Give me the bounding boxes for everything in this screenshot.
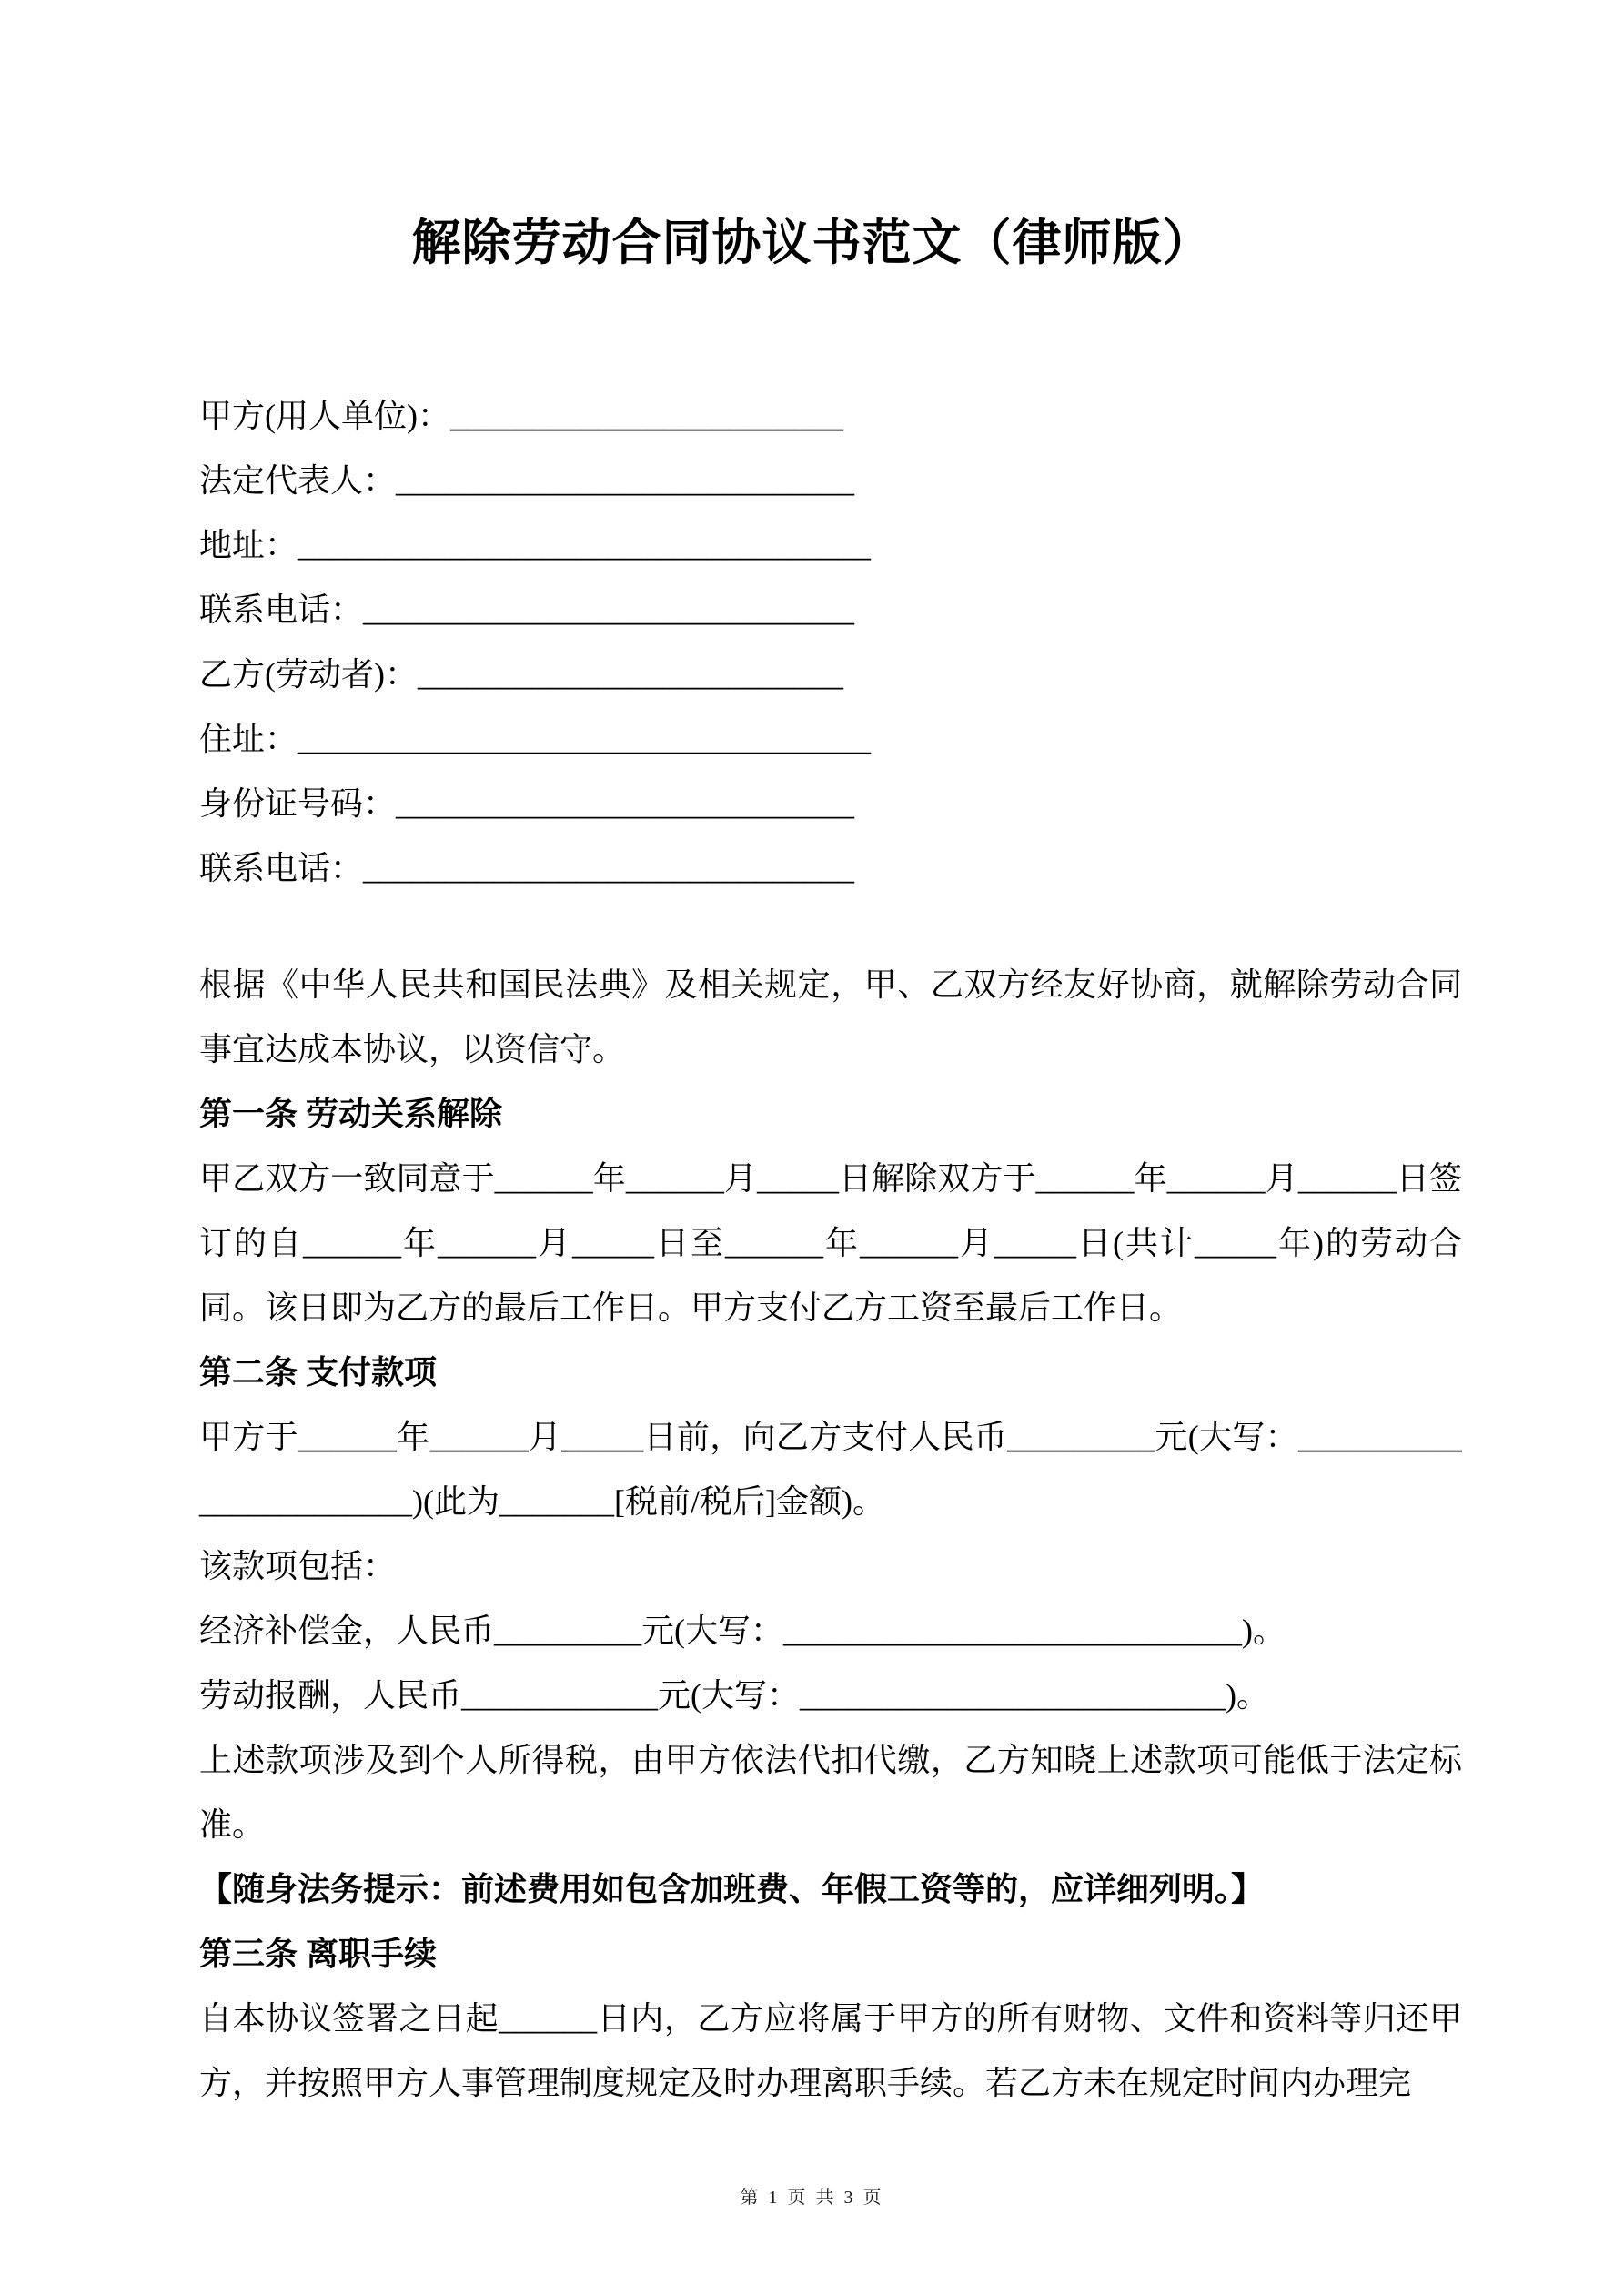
form-field-blank: ___________________________________ (298, 527, 872, 563)
form-field-label: 联系电话： (199, 850, 364, 886)
form-field-label: 身份证号码： (199, 785, 397, 822)
body-paragraph (199, 1147, 1462, 1340)
paragraph-text: 经济补偿金，人民币_________元(大写：____________________________)。 (199, 1613, 1286, 1649)
paragraph-text: 甲方于______年______月_____日前，向乙方支付人民币_________元(大写：_______________________)(此为_______[税前/税后]金额)。 (199, 1419, 1462, 1520)
body-paragraph (199, 1987, 1462, 2116)
body-paragraph (199, 1534, 1462, 1599)
body-paragraph (199, 1599, 1462, 1664)
form-field-label: 法定代表人： (199, 462, 397, 499)
page-footer (0, 2182, 1624, 2209)
form-field-label: 住址： (199, 721, 298, 757)
form-field-blank: __________________________ (417, 656, 843, 693)
body-paragraph (199, 1728, 1462, 1857)
form-field-row (199, 642, 1462, 707)
clause-heading (199, 1340, 1462, 1405)
form-field-label: 联系电话： (199, 592, 364, 628)
form-field-row (199, 513, 1462, 578)
form-field-blank: ________________________ (449, 398, 843, 434)
document-content (199, 384, 1462, 2116)
body-paragraph (199, 1664, 1462, 1728)
paragraph-text: 上述款项涉及到个人所得税，由甲方依法代扣代缴，乙方知晓上述款项可能低于法定标准。 (199, 1742, 1462, 1843)
clause-heading (199, 1082, 1462, 1147)
paragraph-text: 【随身法务提示：前述费用如包含加班费、年假工资等的，应详细列明。】 (199, 1871, 1265, 1907)
form-field-blank: ____________________________ (396, 462, 855, 499)
form-field-blank: ____________________________ (396, 785, 855, 822)
form-field-blank: ___________________________________ (298, 721, 872, 757)
paragraph-text: 第一条 劳动关系解除 (199, 1096, 503, 1132)
paragraph-text: 第二条 支付款项 (199, 1354, 438, 1391)
paragraph-text: 甲乙双方一致同意于______年______月_____日解除双方于______年______月______日签订的自______年______月_____日至______年______月_____日(共计_____年)的劳动合同。该日即为乙方的最后工作日。甲方支付乙方工资至最后工作日。 (199, 1160, 1462, 1326)
paragraph-text: 自本协议签署之日起______日内，乙方应将属于甲方的所有财物、文件和资料等归还甲方，并按照甲方人事管理制度规定及时办理离职手续。若乙方未在规定时间内办理完 (199, 2000, 1462, 2101)
party-info-section (199, 384, 1462, 901)
paragraph-text: 根据《中华人民共和国民法典》及相关规定，甲、乙双方经友好协商，就解除劳动合同事宜达成本协议，以资信守。 (199, 966, 1462, 1067)
form-field-label: 地址： (199, 527, 298, 563)
agreement-body (199, 953, 1462, 2116)
form-field-blank: ______________________________ (363, 850, 855, 886)
body-paragraph (199, 953, 1462, 1082)
form-field-row (199, 772, 1462, 836)
form-field-blank: ______________________________ (363, 592, 855, 628)
form-field-row (199, 707, 1462, 772)
form-field-label: 甲方(用人单位)： (199, 398, 450, 434)
form-field-row (199, 578, 1462, 642)
page-number-label: 第 1 页 共 3 页 (740, 2188, 884, 2208)
form-field-row (199, 384, 1462, 449)
legal-note (199, 1857, 1462, 1922)
form-field-label: 乙方(劳动者)： (199, 656, 418, 693)
form-field-row (199, 449, 1462, 513)
body-paragraph (199, 1405, 1462, 1534)
document-title: 解除劳动合同协议书范文（律师版） (411, 216, 1213, 270)
paragraph-text: 劳动报酬，人民币____________元(大写：__________________________)。 (199, 1677, 1269, 1714)
paragraph-text: 该款项包括： (199, 1548, 397, 1584)
form-field-row (199, 836, 1462, 901)
paragraph-text: 第三条 离职手续 (199, 1936, 438, 1972)
clause-heading (199, 1922, 1462, 1987)
